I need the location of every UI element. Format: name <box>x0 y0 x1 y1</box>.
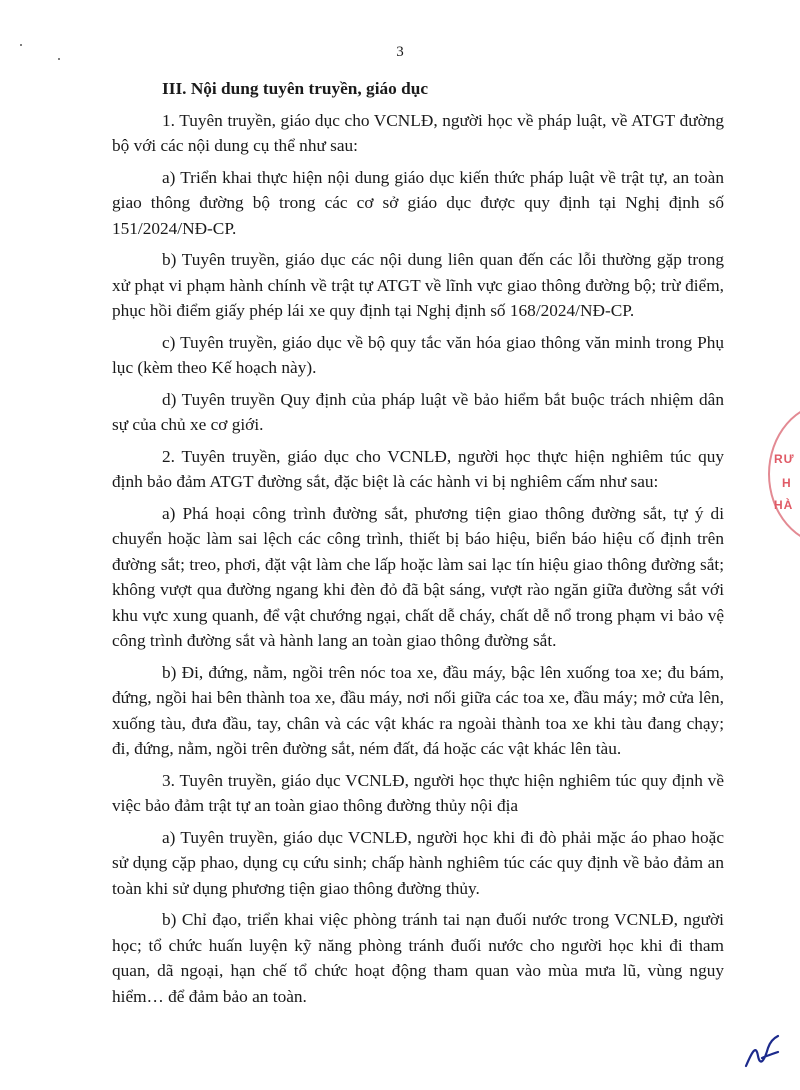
paragraph-2a: a) Phá hoại công trình đường sắt, phương tiện giao thông đường sắt, tự ý di chuyển hoặc làm sai lệch các công trình, thiết bị báo hiệu, biển báo hiệu cố định trên đường sắt; treo, phơi, đặt vật làm che lấp hoặc làm sai lạc tín hiệu giao thông đường sắt; không vượt qua đường ngang khi đèn đỏ đã bật sáng, vượt rào ngăn giữa đường sắt với khu vực xung quanh, để vật chướng ngại, chất dễ cháy, chất dễ nổ trong phạm vi bảo vệ công trình đường sắt và hành lang an toàn giao thông đường sắt. <box>112 503 724 650</box>
document-body <box>112 76 724 1015</box>
paragraph-2b: b) Đi, đứng, nằm, ngồi trên nóc toa xe, đầu máy, bậc lên xuống toa xe; đu bám, đứng, ngồi hai bên thành toa xe, đầu máy, nơi nối giữa các toa xe, đầu máy; mở cửa lên, xuống tàu, đưa đầu, tay, chân và các vật khác ra ngoài thành toa xe khi tàu đang chạy; đi, đứng, nằm, ngồi trên đường sắt, ném đất, đá hoặc các vật khác lên tàu. <box>112 662 724 758</box>
page-number: 3 <box>396 44 404 60</box>
paragraph-1d: d) Tuyên truyền Quy định của pháp luật về bảo hiểm bắt buộc trách nhiệm dân sự của chủ xe cơ giới. <box>112 389 724 434</box>
paragraph-1b: b) Tuyên truyền, giáo dục các nội dung liên quan đến các lỗi thường gặp trong xử phạt vi phạm hành chính về trật tự ATGT về lĩnh vực giao thông đường bộ; trừ điểm, phục hồi điểm giấy phép lái xe quy định tại Nghị định số 168/2024/NĐ-CP. <box>112 250 724 320</box>
seal-text-3: HÀ <box>774 498 794 512</box>
seal-ring <box>768 402 800 546</box>
paragraph-2: 2. Tuyên truyền, giáo dục cho VCNLĐ, người học thực hiện nghiêm túc quy định bảo đảm ATGT đường sắt, đặc biệt là các hành vi bị nghiêm cấm như sau: <box>112 446 724 491</box>
paragraph-3a: a) Tuyên truyền, giáo dục VCNLĐ, người học khi đi đò phải mặc áo phao hoặc sử dụng cặp phao, dụng cụ cứu sinh; chấp hành nghiêm túc các quy định về bảo đảm an toàn khi sử dụng phương tiện giao thông đường thủy. <box>112 827 724 898</box>
paragraph-3: 3. Tuyên truyền, giáo dục VCNLĐ, người học thực hiện nghiêm túc quy định về việc bảo đảm trật tự an toàn giao thông đường thủy nội địa <box>112 770 724 815</box>
official-seal-fragment <box>760 402 800 552</box>
signature-mark-icon <box>742 1032 782 1072</box>
paragraph-1c: c) Tuyên truyền, giáo dục về bộ quy tắc văn hóa giao thông văn minh trong Phụ lục (kèm theo Kế hoạch này). <box>112 332 724 377</box>
seal-text-2: H <box>782 476 792 490</box>
seal-text-1: RƯ <box>774 452 795 466</box>
paragraph-3b: b) Chỉ đạo, triển khai việc phòng tránh tai nạn đuối nước trong VCNLĐ, người học; tổ chức huấn luyện kỹ năng phòng tránh đuối nước cho người học khi đi tham quan, dã ngoại, hạn chế tổ chức hoạt động tham quan vào mùa mưa lũ, vùng nguy hiểm… để đảm bảo an toàn. <box>112 910 724 1006</box>
paragraph-1: 1. Tuyên truyền, giáo dục cho VCNLĐ, người học về pháp luật, về ATGT đường bộ với các nội dung cụ thể như sau: <box>112 110 724 155</box>
paragraph-1a: a) Triển khai thực hiện nội dung giáo dục kiến thức pháp luật về trật tự, an toàn giao thông đường bộ trong các cơ sở giáo dục được quy định tại Nghị định số 151/2024/NĐ-CP. <box>112 167 724 238</box>
section-heading: III. Nội dung tuyên truyền, giáo dục <box>162 79 428 98</box>
